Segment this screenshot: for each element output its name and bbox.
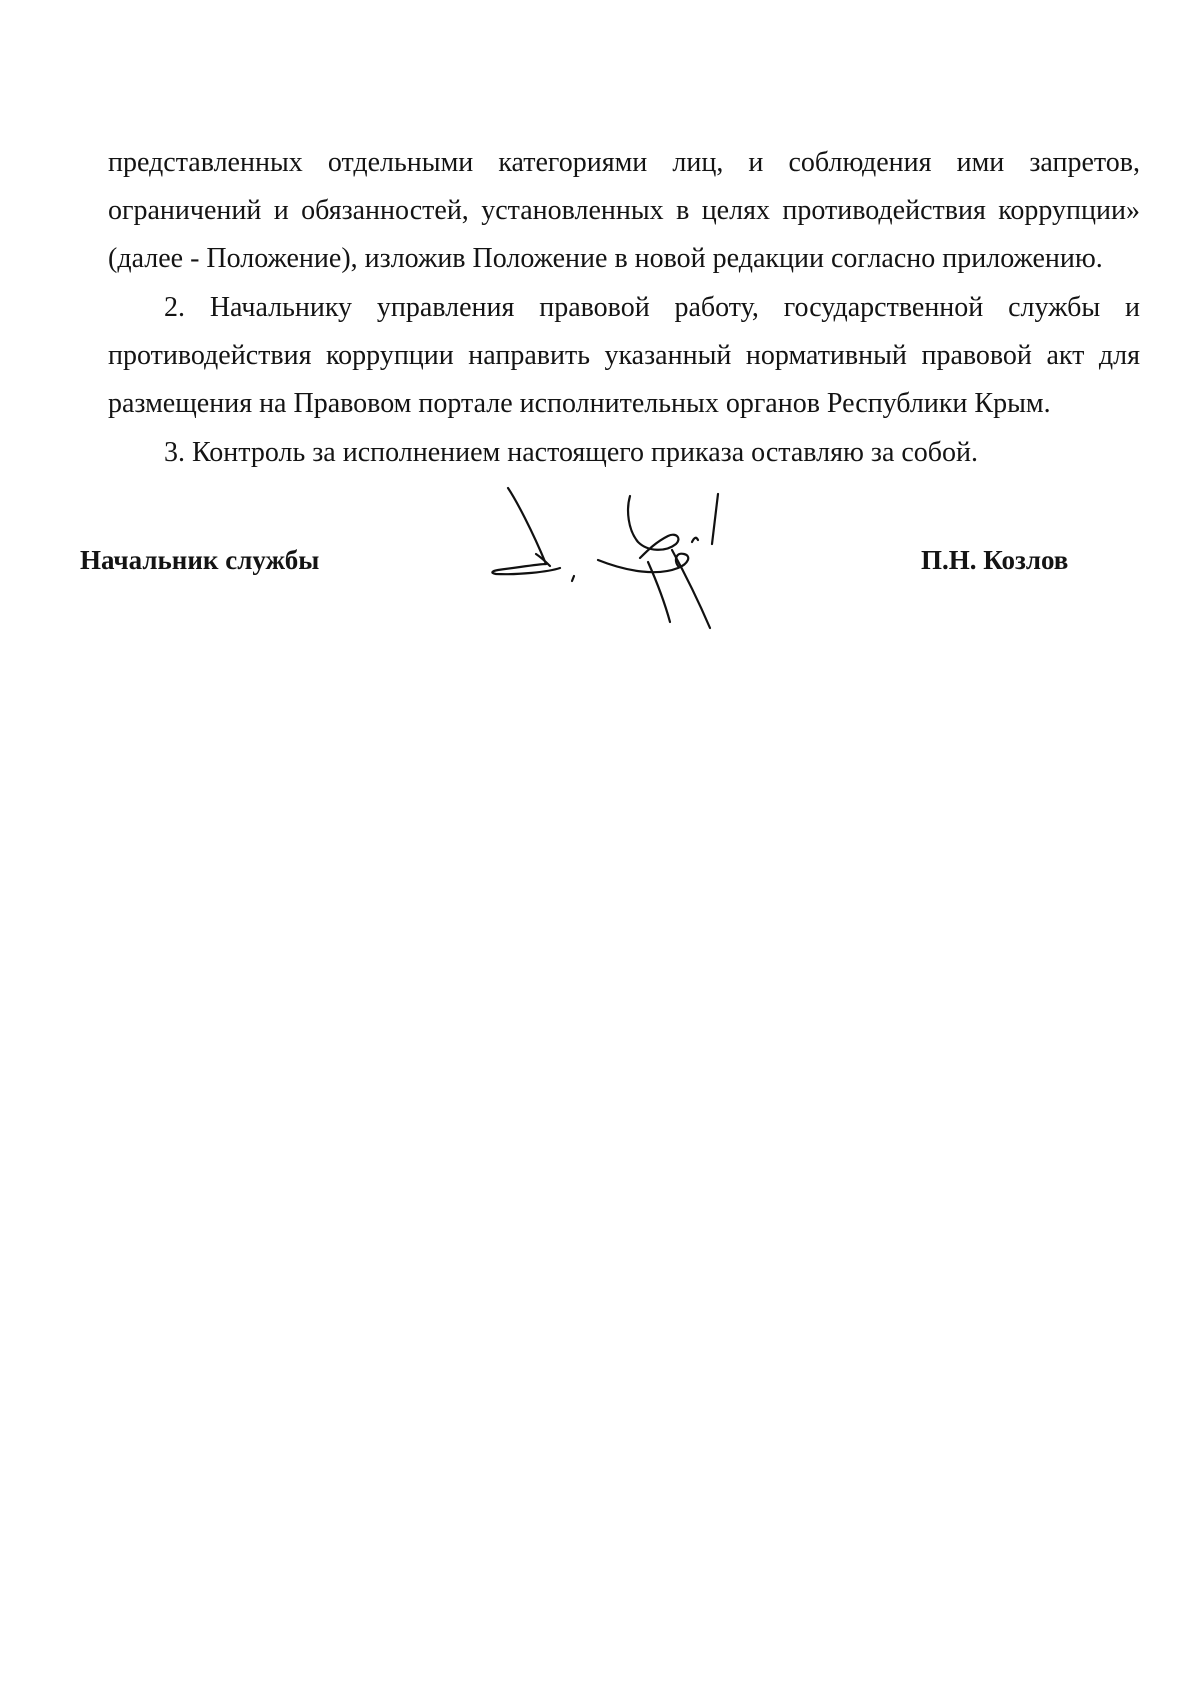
document-body [108,139,1140,477]
paragraph-item-3: 3. Контроль за исполнением настоящего приказа оставляю за собой. [164,437,979,468]
handwritten-signature [488,480,788,660]
paragraph-continuation: представленных отдельными категориями лиц, и соблюдения ими запретов, ограничений и обязанностей, установленных в целях противодействия коррупции» (далее - Положение), изложив Положение в новой редакции согласно приложению. [108,147,1140,274]
signer-name: П.Н. Козлов [921,545,1069,575]
paragraph-item-2: 2. Начальнику управления правовой работу, государственной службы и противодействия коррупции направить указанный нормативный правовой акт для размещения на Правовом портале исполнительных органов Республики Крым. [108,292,1140,419]
signer-position-title: Начальник службы [80,545,320,575]
